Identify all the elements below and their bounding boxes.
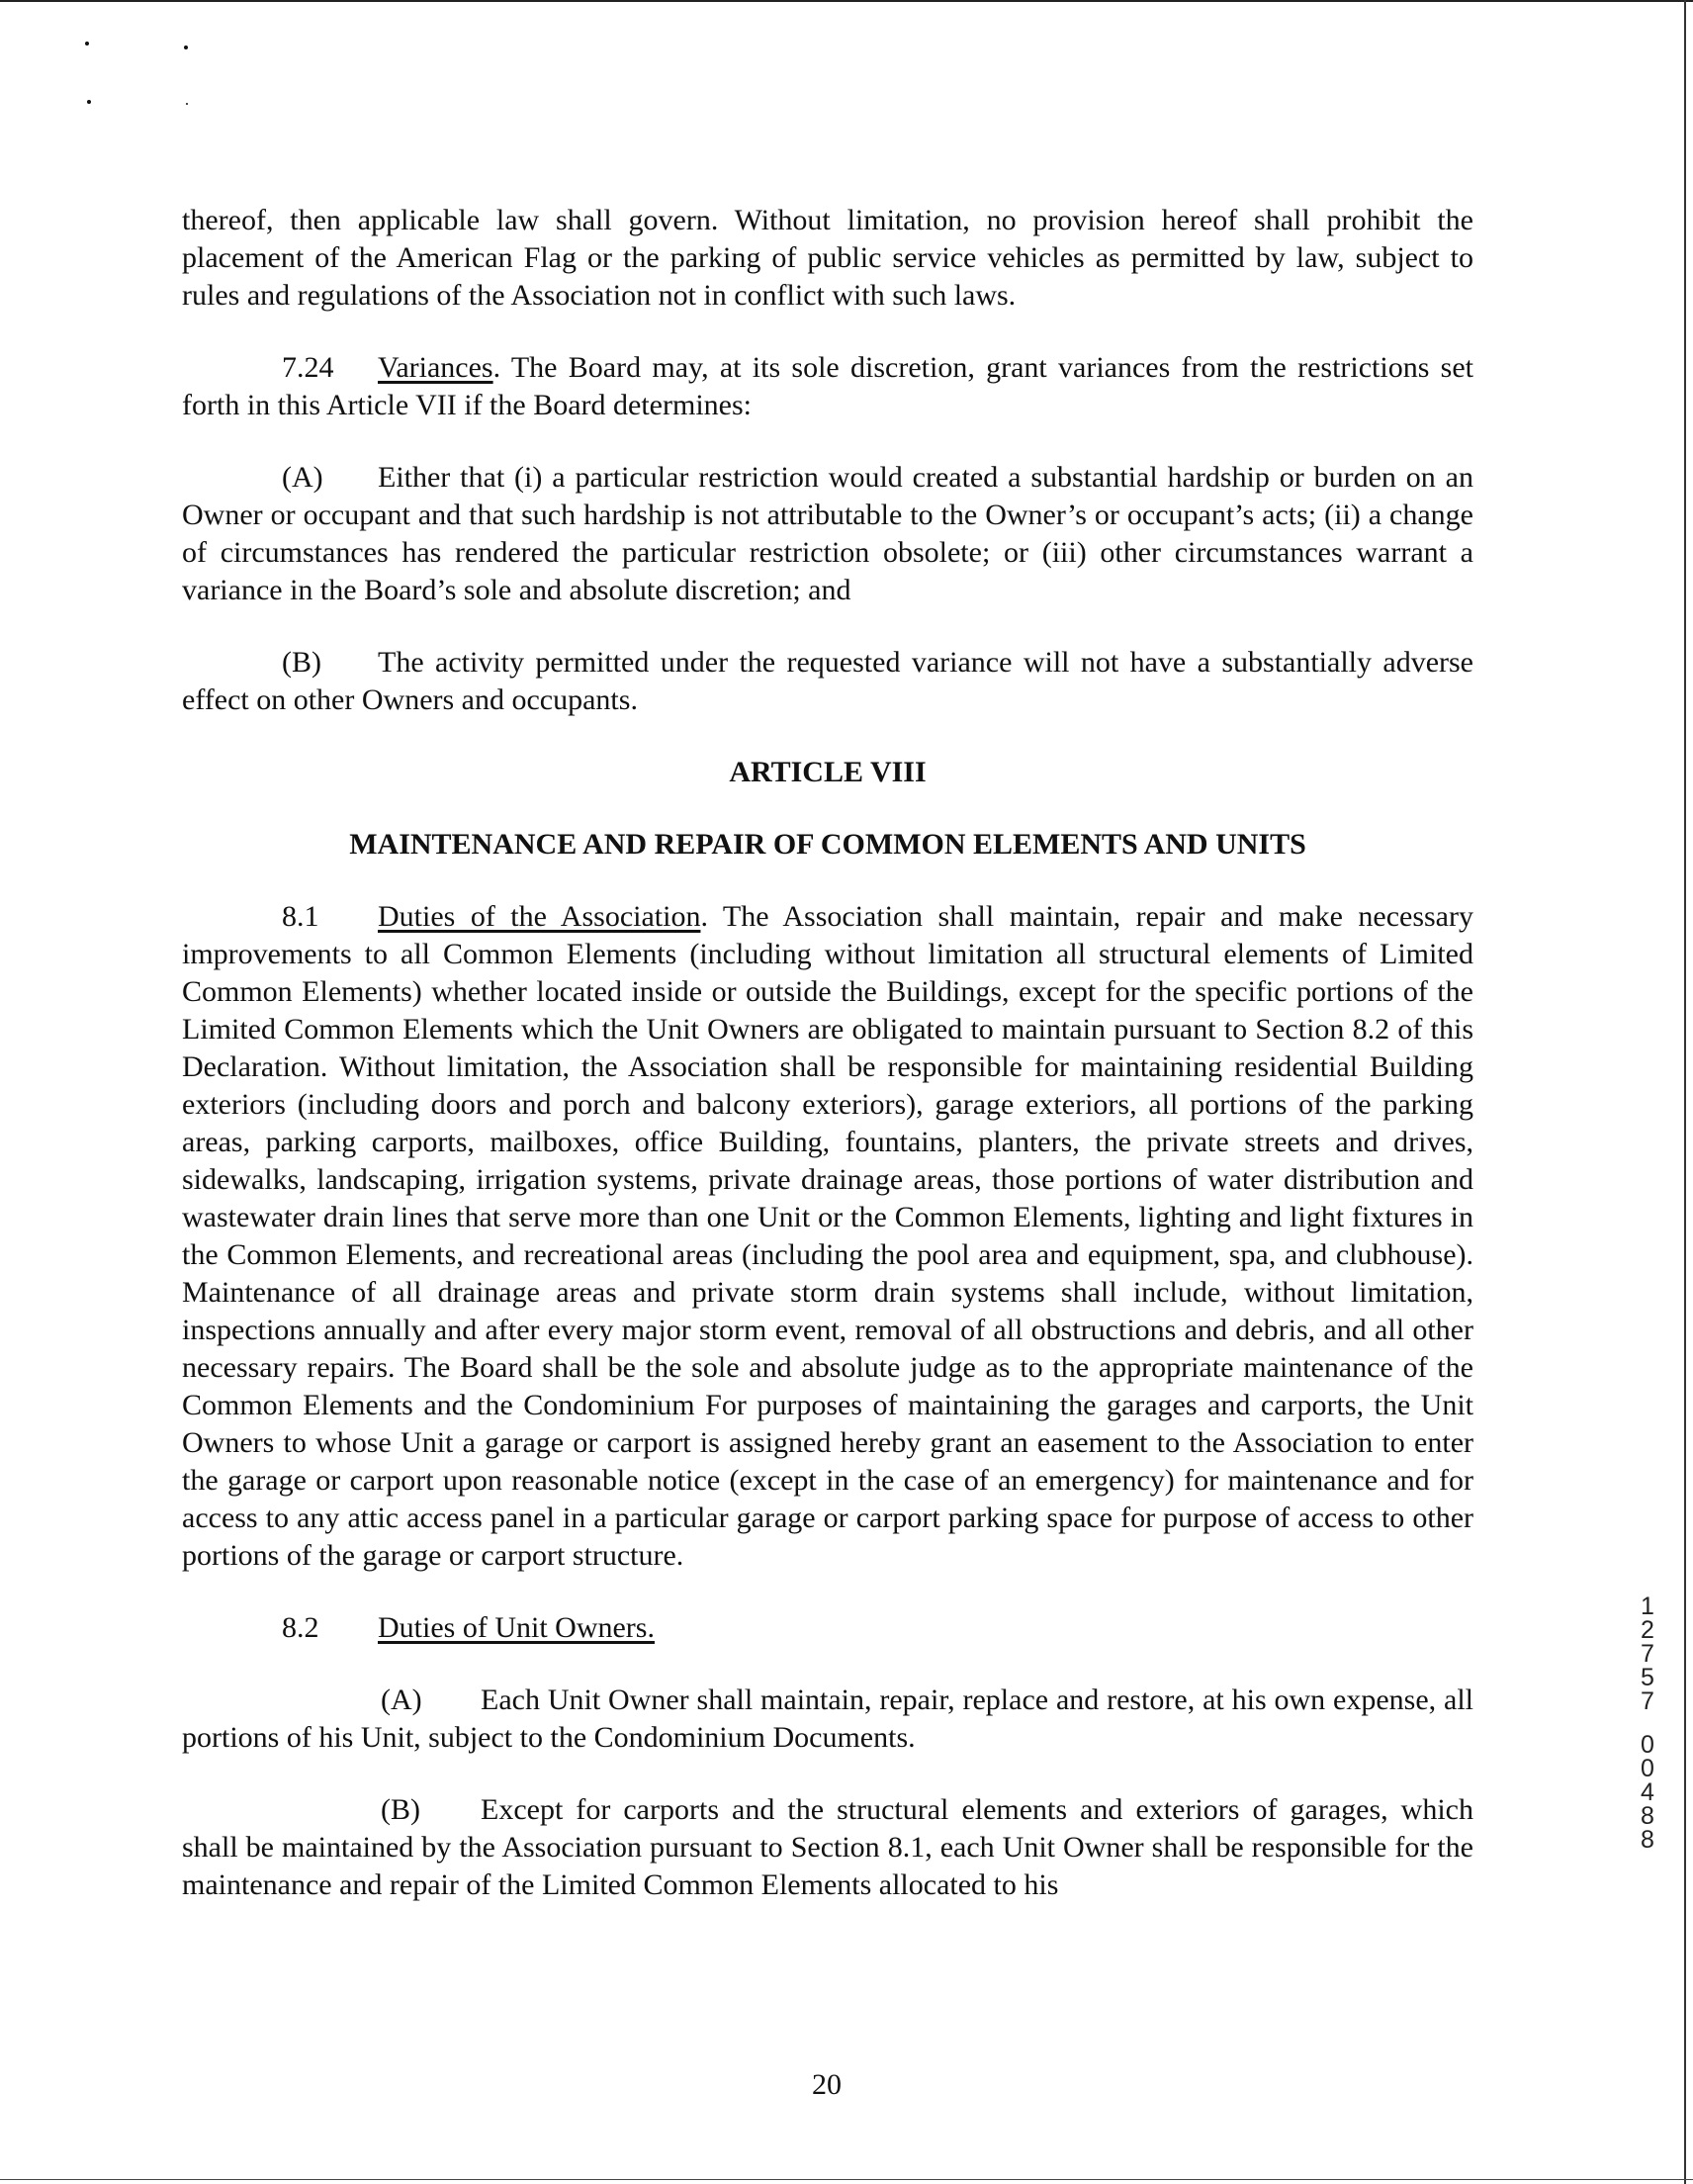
clause-label: (A) <box>282 461 323 494</box>
stamp-bottom-number: 00488 <box>1641 1731 1654 1854</box>
clause-8-2-b-paragraph <box>182 1791 1473 1904</box>
clause-a-paragraph <box>182 459 1473 609</box>
continuation-paragraph: thereof, then applicable law shall govern. Without limitation, no provision hereof shall prohibit the placement of the American Flag or the parking of public service vehicles as permitted by law, subject to rules and regulations of the Association not in conflict with such laws. <box>182 204 1473 312</box>
section-number: 8.1 <box>282 900 319 933</box>
section-title: Variances <box>378 351 493 384</box>
clause-label: (A) <box>381 1684 422 1716</box>
section-number: 8.2 <box>282 1611 319 1644</box>
page-number: 20 <box>812 2068 842 2101</box>
clause-8-2-a-paragraph <box>182 1682 1473 1757</box>
clause-label: (B) <box>381 1793 420 1826</box>
scan-speck <box>184 46 188 49</box>
clause-text: Either that (i) a particular restriction would created a substantial hardship or burden on an Owner or occupant and that such hardship is not attributable to the Owner’s or occupant’s acts; (ii) a change of circumstances has rendered the particular restriction obsolete; or (iii) other circumstances warrant a variance in the Board’s sole and absolute discretion; and <box>182 461 1473 606</box>
article-title: MAINTENANCE AND REPAIR OF COMMON ELEMENTS AND UNITS <box>349 828 1306 861</box>
scan-bottom-border <box>0 2179 1693 2180</box>
section-7-24-paragraph <box>182 349 1473 424</box>
section-number: 7.24 <box>282 351 334 384</box>
clause-b-paragraph <box>182 644 1473 719</box>
clause-text: The activity permitted under the requested variance will not have a substantially adverse effect on other Owners and occupants. <box>182 646 1473 716</box>
clause-text: Each Unit Owner shall maintain, repair, replace and restore, at his own expense, all portions of his Unit, subject to the Condominium Documents. <box>182 1684 1473 1754</box>
article-heading: ARTICLE VIII <box>729 756 927 788</box>
clause-label: (B) <box>282 646 321 679</box>
scan-top-border <box>0 0 1693 2</box>
scan-speck <box>87 100 91 104</box>
stamp-top-number: 12757 <box>1641 1592 1654 1715</box>
scan-speck <box>85 42 89 46</box>
section-8-2-heading <box>182 1609 1473 1647</box>
scan-right-border <box>1684 0 1686 2184</box>
section-8-1-paragraph <box>182 898 1473 1575</box>
section-text: . The Board may, at its sole discretion, grant variances from the restrictions set forth in this Article VII if the Board determines: <box>182 351 1473 421</box>
recording-stamp <box>1636 1594 1659 1852</box>
section-title: Duties of the Association <box>378 900 701 933</box>
section-text: . The Association shall maintain, repair and make necessary improvements to all Common Elements (including without limitation all structural elements of Limited Common Elements) whether located inside or outside the Buildings, except for the specific portions of the Limited Common Elements which the Unit Owners are obligated to maintain pursuant to Section 8.2 of this Declaration. Without limitation, the Association shall be responsible for maintaining residential Building exteriors (including doors and porch and balcony exteriors), garage exteriors, all portions of the parking areas, parking carports, mailboxes, office Building, fountains, planters, the private streets and drives, sidewalks, landscaping, irrigation systems, private drainage areas, those portions of water distribution and wastewater drain lines that serve more than one Unit or the Common Elements, lighting and light fixtures in the Common Elements, and recreational areas (including the pool area and equipment, spa, and clubhouse). Maintenance of all drainage areas and private storm drain systems shall include, without limitation, inspections annually and after every major storm event, removal of all obstructions and debris, and all other necessary repairs. The Board shall be the sole and absolute judge as to the appropriate maintenance of the Common Elements and the Condominium For purposes of maintaining the garages and carports, the Unit Owners to whose Unit a garage or carport is assigned hereby grant an easement to the Association to enter the garage or carport upon reasonable notice (except in the case of an emergency) for maintenance and for access to any attic access panel in a particular garage or carport parking space for purpose of access to other portions of the garage or carport structure. <box>182 900 1473 1572</box>
page-body <box>182 202 1473 1904</box>
clause-text: Except for carports and the structural elements and exteriors of garages, which shall be maintained by the Association pursuant to Section 8.1, each Unit Owner shall be responsible for the maintenance and repair of the Limited Common Elements allocated to his <box>182 1793 1473 1901</box>
scan-speck <box>186 103 188 105</box>
section-title: Duties of Unit Owners. <box>378 1611 655 1644</box>
